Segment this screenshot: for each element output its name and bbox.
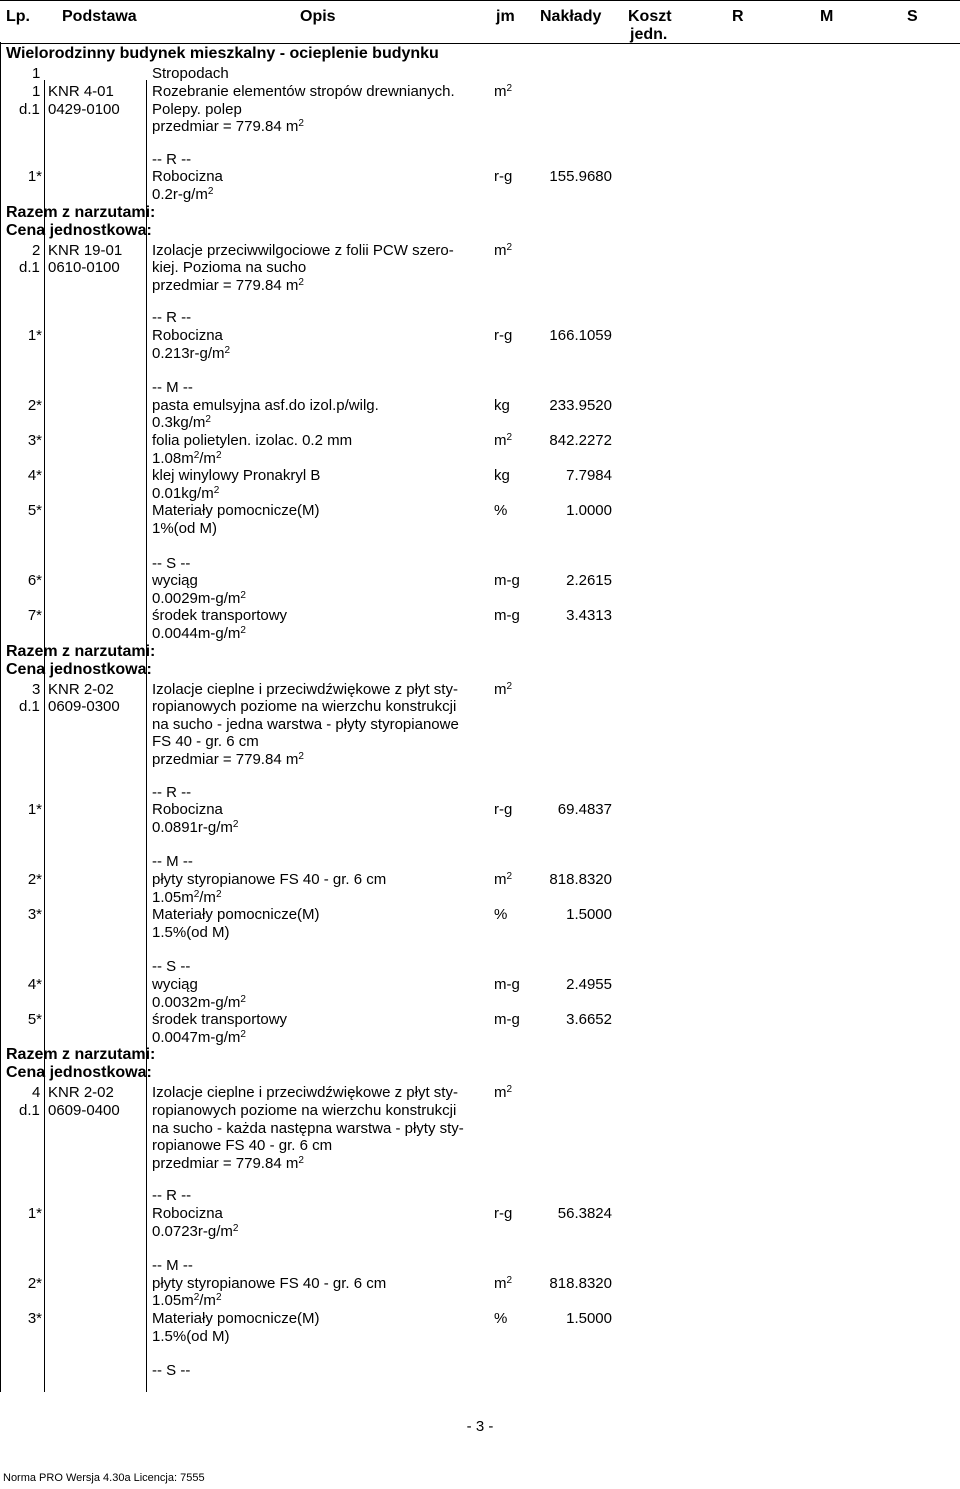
resource-number: 3* xyxy=(27,1310,42,1327)
header-s: S xyxy=(907,8,918,25)
resource-number: 1* xyxy=(27,168,42,186)
resource-number: 3* xyxy=(27,432,42,449)
resource-norm: $0.3kg/m^2$ xyxy=(152,414,211,432)
resource-norm: $0.0029m-g/m^2$ xyxy=(152,589,246,607)
resource-number: 2* xyxy=(27,871,42,888)
resource-number: 5* xyxy=(27,1011,42,1029)
resource-norm: $0.01kg/m^2$ xyxy=(152,484,220,502)
resource-number: 7* xyxy=(27,607,42,625)
resource-quantity: 3.6652 xyxy=(566,1011,612,1029)
item-description-line: kiej. Pozioma na sucho xyxy=(152,259,307,277)
resource-quantity: 1.5000 xyxy=(566,1310,612,1327)
item-description-line: na sucho - jedna warstwa - płyty styropianowe xyxy=(152,715,459,733)
resource-unit: $m^2$ xyxy=(494,432,513,449)
resource-name: Robocizna xyxy=(152,168,223,186)
item-base-catalog: KNR 19-01 xyxy=(48,241,123,259)
software-footer: Norma PRO Wersja 4.30a Licencja: 7555 xyxy=(3,1472,205,1484)
resource-unit: m-g xyxy=(494,607,520,625)
resource-unit: % xyxy=(494,502,508,520)
resource-norm: $1.08m^2/m^2$ xyxy=(152,449,222,467)
razem-z-narzutami-label: Razem z narzutami: xyxy=(6,642,156,660)
resource-unit: r-g xyxy=(494,168,513,186)
resource-name: folia polietylen. izolac. 0.2 mm xyxy=(152,432,353,449)
item-base-code: 0609-0400 xyxy=(48,1102,120,1119)
resource-name: Materiały pomocnicze(M) xyxy=(152,1310,320,1327)
resource-number: 4* xyxy=(27,467,42,485)
resource-name: środek transportowy xyxy=(152,607,288,625)
section-name: Stropodach xyxy=(152,65,229,82)
header-opis: Opis xyxy=(300,8,336,25)
header-podstawa: Podstawa xyxy=(62,8,137,25)
resource-unit: $m^2$ xyxy=(494,1274,513,1292)
resource-number: 2* xyxy=(27,396,42,414)
resource-number: 4* xyxy=(27,976,42,993)
item-base-catalog: KNR 4-01 xyxy=(48,83,114,100)
resource-number: 2* xyxy=(27,1274,42,1292)
resource-unit: $m^2$ xyxy=(494,871,513,888)
resource-unit: % xyxy=(494,906,508,924)
resource-norm: $0.0044m-g/m^2$ xyxy=(152,625,246,642)
resource-name: klej winylowy Pronakryl B xyxy=(152,467,321,485)
resource-unit: kg xyxy=(494,467,510,485)
item-description-line: Izolacje cieplne i przeciwdźwiękowe z płyt sty- xyxy=(152,680,458,698)
resource-quantity: 166.1059 xyxy=(549,327,612,344)
item-description-line: na sucho - każda następna warstwa - płyty sty- xyxy=(152,1119,464,1137)
item-base-code: 0429-0100 xyxy=(48,100,120,118)
resource-norm: $0.2r-g/m^2$ xyxy=(152,186,214,203)
resource-name: środek transportowy xyxy=(152,1011,288,1029)
resource-name: wyciąg xyxy=(152,976,198,993)
resource-norm: $1.05m^2/m^2$ xyxy=(152,888,222,906)
item-przedmiar: przedmiar = 779.84 $m^2$ xyxy=(152,118,304,136)
item-unit: $m^2$ xyxy=(494,680,513,698)
resource-unit: m-g xyxy=(494,1011,520,1029)
resource-group-heading: -- R -- xyxy=(152,1187,192,1205)
item-number: 2 xyxy=(32,241,41,259)
header-jm: jm xyxy=(496,8,515,25)
resource-group-heading: -- M -- xyxy=(152,853,193,871)
resource-name: Robocizna xyxy=(152,1205,223,1222)
resource-number: 1* xyxy=(27,801,42,819)
header-lp: Lp. xyxy=(6,8,30,25)
header-koszt-jedn: jedn. xyxy=(630,26,668,43)
header-koszt: Koszt xyxy=(628,8,672,25)
item-base-catalog: KNR 2-02 xyxy=(48,680,114,698)
resource-group-heading: -- R -- xyxy=(152,150,192,168)
resource-norm: $0.0891r-g/m^2$ xyxy=(152,818,239,836)
item-base-catalog: KNR 2-02 xyxy=(48,1084,114,1102)
resource-number: 1* xyxy=(27,1205,42,1222)
cena-jednostkowa-label: Cena jednostkowa: xyxy=(6,660,152,678)
resource-name: Materiały pomocnicze(M) xyxy=(152,906,320,924)
header-m: M xyxy=(820,8,834,25)
resource-group-heading: -- R -- xyxy=(152,309,192,327)
resource-unit: r-g xyxy=(494,801,513,819)
resource-name: wyciąg xyxy=(152,572,198,590)
item-description-line: ropianowych poziome na wierzchu konstrukcji xyxy=(152,1102,457,1119)
resource-norm: 1.5%(od M) xyxy=(152,1327,230,1345)
column-divider-podstawa xyxy=(146,80,147,1392)
resource-name: płyty styropianowe FS 40 - gr. 6 cm xyxy=(152,1274,387,1292)
resource-name: płyty styropianowe FS 40 - gr. 6 cm xyxy=(152,871,387,888)
section-title: Wielorodzinny budynek mieszkalny - ocieplenie budynku xyxy=(6,45,439,62)
item-description-line: Rozebranie elementów stropów drewnianych. xyxy=(152,83,455,100)
table-border-left xyxy=(0,42,1,1392)
resource-quantity: 818.8320 xyxy=(549,871,612,888)
item-description-line: Izolacje cieplne i przeciwdźwiękowe z płyt sty- xyxy=(152,1084,458,1102)
item-description-line: ropianowe FS 40 - gr. 6 cm xyxy=(152,1137,333,1155)
resource-group-heading: -- R -- xyxy=(152,783,192,801)
item-number: 1 xyxy=(32,83,41,100)
resource-unit: m-g xyxy=(494,976,520,993)
resource-quantity: 818.8320 xyxy=(549,1274,612,1292)
resource-name: Robocizna xyxy=(152,801,223,819)
cena-jednostkowa-label: Cena jednostkowa: xyxy=(6,221,152,239)
resource-group-heading: -- S -- xyxy=(152,554,191,572)
item-description-line: Polepy. polep xyxy=(152,100,242,118)
resource-unit: m-g xyxy=(494,572,520,590)
resource-quantity: 155.9680 xyxy=(549,168,612,186)
header-naklady: Nakłady xyxy=(540,8,602,25)
item-description-line: ropianowych poziome na wierzchu konstrukcji xyxy=(152,698,457,716)
item-description-line: FS 40 - gr. 6 cm xyxy=(152,733,259,751)
resource-quantity: 69.4837 xyxy=(557,801,612,819)
item-subnumber: d.1 xyxy=(19,100,40,118)
item-przedmiar: przedmiar = 779.84 $m^2$ xyxy=(152,751,304,768)
resource-quantity: 1.5000 xyxy=(566,906,612,924)
resource-group-heading: -- M -- xyxy=(152,379,193,397)
resource-norm: $0.0047m-g/m^2$ xyxy=(152,1028,246,1046)
item-subnumber: d.1 xyxy=(19,1102,40,1119)
item-subnumber: d.1 xyxy=(19,698,40,716)
resource-unit: kg xyxy=(494,396,510,414)
item-przedmiar: przedmiar = 779.84 $m^2$ xyxy=(152,276,304,294)
resource-norm: $1.05m^2/m^2$ xyxy=(152,1292,222,1310)
razem-z-narzutami-label: Razem z narzutami: xyxy=(6,1046,156,1064)
razem-z-narzutami-label: Razem z narzutami: xyxy=(6,203,156,221)
column-divider-lp xyxy=(44,80,45,1392)
item-base-code: 0610-0100 xyxy=(48,259,120,277)
section-number: 1 xyxy=(32,65,41,82)
header-r: R xyxy=(732,8,744,25)
resource-quantity: 842.2272 xyxy=(549,432,612,449)
resource-name: Materiały pomocnicze(M) xyxy=(152,502,320,520)
resource-quantity: 2.4955 xyxy=(566,976,612,993)
item-number: 4 xyxy=(32,1084,41,1102)
resource-number: 3* xyxy=(27,906,42,924)
resource-unit: % xyxy=(494,1310,508,1327)
resource-quantity: 7.7984 xyxy=(566,467,612,485)
table-header xyxy=(0,0,960,44)
page-number: - 3 - xyxy=(466,1418,494,1435)
cena-jednostkowa-label: Cena jednostkowa: xyxy=(6,1064,152,1082)
resource-quantity: 1.0000 xyxy=(566,502,612,520)
item-unit: $m^2$ xyxy=(494,83,513,100)
resource-group-heading: -- M -- xyxy=(152,1257,193,1275)
resource-unit: r-g xyxy=(494,1205,513,1222)
resource-norm: 1%(od M) xyxy=(152,520,218,537)
resource-name: Robocizna xyxy=(152,327,223,344)
resource-name: pasta emulsyjna asf.do izol.p/wilg. xyxy=(152,396,379,414)
resource-number: 1* xyxy=(27,327,42,344)
item-number: 3 xyxy=(32,680,41,698)
item-subnumber: d.1 xyxy=(19,259,40,277)
item-description-line: Izolacje przeciwwilgociowe z folii PCW szero- xyxy=(152,241,454,259)
resource-number: 5* xyxy=(27,502,42,520)
resource-quantity: 3.4313 xyxy=(566,607,612,625)
resource-number: 6* xyxy=(27,572,42,590)
resource-group-heading: -- S -- xyxy=(152,1362,191,1380)
resource-norm: $0.213r-g/m^2$ xyxy=(152,344,231,362)
resource-quantity: 56.3824 xyxy=(557,1205,612,1222)
resource-quantity: 2.2615 xyxy=(566,572,612,590)
resource-quantity: 233.9520 xyxy=(549,396,612,414)
resource-norm: 1.5%(od M) xyxy=(152,923,230,941)
item-unit: $m^2$ xyxy=(494,241,513,259)
resource-unit: r-g xyxy=(494,327,513,344)
resource-norm: $0.0032m-g/m^2$ xyxy=(152,993,246,1011)
item-unit: $m^2$ xyxy=(494,1084,513,1102)
resource-group-heading: -- S -- xyxy=(152,958,191,976)
item-przedmiar: przedmiar = 779.84 $m^2$ xyxy=(152,1154,304,1172)
resource-norm: $0.0723r-g/m^2$ xyxy=(152,1222,239,1240)
item-base-code: 0609-0300 xyxy=(48,698,120,716)
